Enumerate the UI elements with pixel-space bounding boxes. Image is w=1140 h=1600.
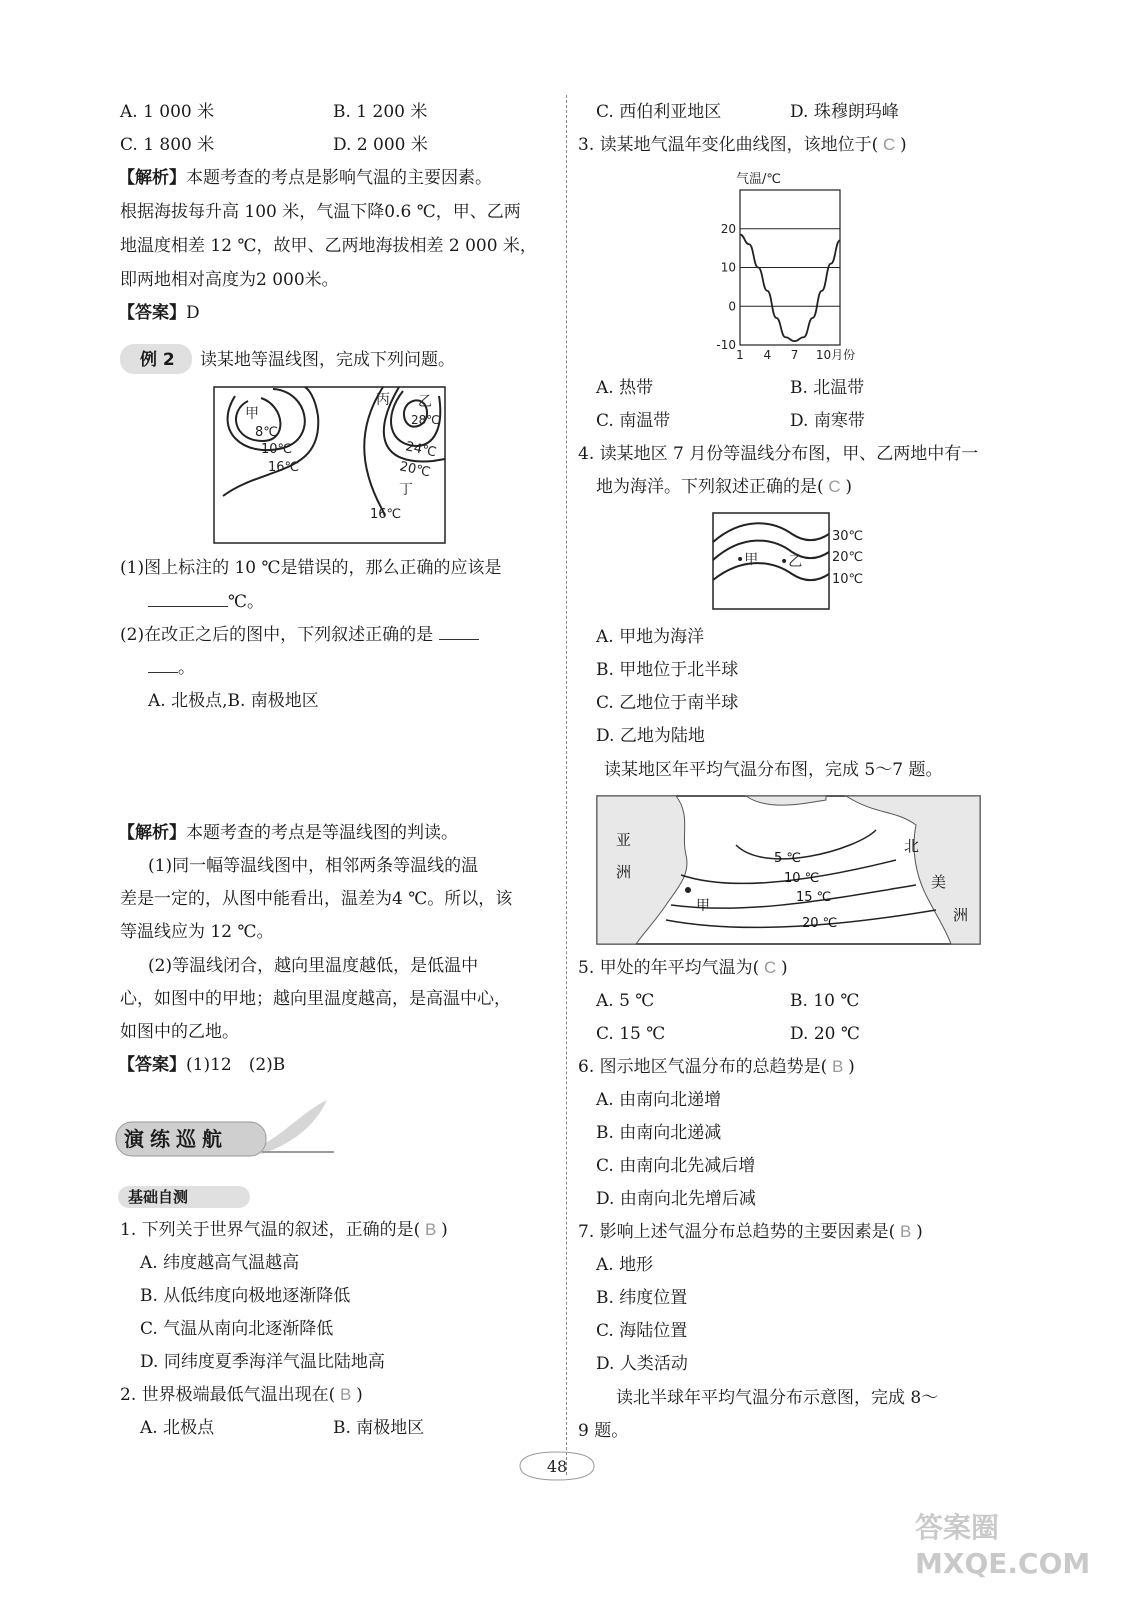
map-label-bing: 丙 — [376, 392, 390, 408]
analysis-1-line-3: 地温度相差 12 ℃，故甲、乙两地海拔相差 2 000 米， — [120, 236, 537, 256]
analysis-2-line-4: 等温线应为 12 ℃。 — [120, 922, 274, 942]
q4-stem-2: 地为海洋。下列叙述正确的是( C ) — [596, 477, 853, 497]
q7-option-b: B. 纬度位置 — [596, 1288, 688, 1308]
label-jia: 甲 — [696, 898, 710, 914]
iso-30c: 30℃ — [832, 529, 864, 544]
q2-option-a: A. 北极点,B. 南极地区 — [148, 691, 319, 711]
label-ya: 亚 — [616, 831, 632, 849]
map-label-8c: 8℃ — [255, 425, 278, 440]
map-label-ding: 丁 — [399, 482, 413, 498]
point-yi: •乙 — [780, 554, 803, 570]
option-c: C. 1 800 米 — [120, 135, 215, 155]
answer-tag-2: 【答案】 — [118, 1055, 186, 1075]
analysis-2-line-7: 如图中的乙地。 — [120, 1022, 239, 1042]
analysis-2-line-2: (1)同一幅等温线图中，相邻两条等温线的温 — [148, 856, 479, 876]
map-label-28c: 28℃ — [411, 413, 440, 427]
pacific-temperature-map — [596, 795, 981, 945]
answer-blank-2[interactable] — [439, 625, 479, 640]
chart-x-tick-label: 1 — [736, 348, 744, 362]
map-label-24c: 24℃ — [404, 439, 438, 461]
section-title: 演练巡航 — [124, 1127, 228, 1151]
option-a: A. 1 000 米 — [120, 102, 215, 122]
label-bei: 北 — [904, 837, 920, 855]
unit-text: ℃。 — [228, 592, 265, 612]
q4-stem-1: 4. 读某地区 7 月份等温线分布图，甲、乙两地中有一 — [578, 444, 979, 464]
q7-text: 7. 影响上述气温分布总趋势的主要因素是( — [578, 1222, 896, 1242]
label-mei: 美 — [931, 873, 947, 891]
answer-1 — [118, 303, 200, 323]
column-divider — [566, 95, 567, 1475]
temperature-line-chart — [700, 168, 870, 368]
iso-15c: 15 ℃ — [796, 890, 832, 905]
q3-option-b: B. 北温带 — [790, 378, 865, 398]
analysis-text: 本题考查的考点是影响气温的主要因素。 — [186, 168, 492, 188]
q2-option-c: C. 西伯利亚地区 — [596, 102, 722, 122]
page-number: 48 — [546, 1457, 568, 1476]
analysis-2-line-5: (2)等温线闭合，越向里温度越低，是低温中 — [148, 956, 479, 976]
q3-option-d: D. 南寒带 — [790, 411, 865, 431]
analysis-1-line-1 — [118, 168, 492, 188]
example-label: 例 2 — [140, 350, 175, 370]
iso-10c-map: 10 ℃ — [784, 871, 820, 886]
chart-x-tick-label: 4 — [763, 348, 772, 362]
chart-series-line — [740, 235, 840, 342]
q7-answer: B — [900, 1222, 912, 1241]
iso-20c-map: 20 ℃ — [802, 916, 838, 931]
analysis-2-line-6: 心，如图中的甲地；越向里温度越高，是高温中心， — [120, 989, 511, 1009]
chart-x-tick-label: 7 — [790, 348, 799, 362]
q2-answer: B — [340, 1385, 352, 1404]
iso-10c: 10℃ — [832, 572, 864, 587]
q2-text: 2. 世界极端最低气温出现在( — [120, 1385, 336, 1405]
isotherm-map-example — [213, 386, 446, 544]
q4-text: 地为海洋。下列叙述正确的是( — [596, 477, 824, 497]
q4-option-d: D. 乙地为陆地 — [596, 726, 705, 746]
answer-2-value: (1)12 (2)B — [186, 1055, 286, 1075]
q6-answer: B — [832, 1057, 844, 1076]
option-d: D. 2 000 米 — [333, 135, 428, 155]
q6-option-c: C. 由南向北先减后增 — [596, 1156, 756, 1176]
intro-8-9-line-1: 读北半球年平均气温分布示意图，完成 8～ — [616, 1388, 939, 1408]
iso-20c: 20℃ — [832, 550, 864, 565]
july-isotherm-map — [712, 512, 872, 614]
answer-2 — [118, 1055, 285, 1075]
answer-tag: 【答案】 — [118, 303, 186, 323]
q5-option-a: A. 5 ℃ — [596, 991, 655, 1011]
q1-option-d: D. 同纬度夏季海洋气温比陆地高 — [140, 1352, 385, 1372]
chart-x-tick-label: 10月份 — [815, 348, 856, 362]
map-label-16c-b: 16℃ — [370, 507, 402, 522]
analysis-1-line-4: 即两地相对高度为2 000米。 — [120, 270, 339, 290]
question-2-text — [120, 625, 479, 645]
q7-option-c: C. 海陆位置 — [596, 1321, 688, 1341]
label-zhou-2: 洲 — [953, 906, 969, 924]
q7-stem: 7. 影响上述气温分布总趋势的主要因素是( B ) — [578, 1222, 923, 1242]
answer-value: D — [186, 303, 200, 323]
analysis-tag: 【解析】 — [118, 168, 186, 188]
q4-option-c: C. 乙地位于南半球 — [596, 693, 739, 713]
q2-option-d: D. 珠穆朗玛峰 — [790, 102, 899, 122]
q6-stem: 6. 图示地区气温分布的总趋势是( B ) — [578, 1057, 855, 1077]
q6-option-a: A. 由南向北递增 — [596, 1090, 722, 1110]
q6-option-d: D. 由南向北先增后减 — [596, 1189, 756, 1209]
intro-5-7: 读某地区年平均气温分布图，完成 5～7 题。 — [604, 760, 943, 780]
point-jia: •甲 — [736, 552, 759, 568]
q3-answer: C — [883, 135, 896, 154]
period-text: 。 — [178, 658, 195, 678]
q2-option-a: A. 北极点 — [140, 1418, 215, 1438]
q4-option-a: A. 甲地为海洋 — [596, 627, 705, 647]
label-zhou-1: 洲 — [616, 863, 632, 881]
analysis-2-line-3: 差是一定的，从图中能看出，温差为4 ℃。所以，该 — [120, 889, 513, 909]
q5-option-c: C. 15 ℃ — [596, 1024, 666, 1044]
question-2-stem: (2)在改正之后的图中，下列叙述正确的是 — [120, 625, 434, 645]
answer-blank-2b[interactable] — [148, 658, 178, 673]
q4-answer: C — [828, 477, 841, 496]
q1-option-c: C. 气温从南向北逐渐降低 — [140, 1319, 334, 1339]
question-1-text: (1)图上标注的 10 ℃是错误的，那么正确的应该是 — [120, 558, 502, 578]
q7-option-d: D. 人类活动 — [596, 1354, 688, 1374]
subsection-title: 基础自测 — [128, 1188, 189, 1206]
chart-y-tick-label: 10 — [720, 260, 736, 275]
answer-blank[interactable] — [148, 592, 228, 607]
example-text: 读某地等温线图，完成下列问题。 — [200, 350, 455, 370]
map-label-16c-a: 16℃ — [268, 460, 300, 475]
q5-stem: 5. 甲处的年平均气温为( C ) — [578, 958, 788, 978]
map-label-20c: 20℃ — [398, 459, 432, 481]
map-label-jia: 甲 — [245, 406, 259, 422]
map-label-yi: 乙 — [418, 394, 432, 410]
q3-stem: 3. 读某地气温年变化曲线图，该地位于( C ) — [578, 135, 907, 155]
q5-text: 5. 甲处的年平均气温为( — [578, 958, 760, 978]
q1-stem: 1. 下列关于世界气温的叙述，正确的是( B ) — [120, 1220, 448, 1240]
q1-option-a: A. 纬度越高气温越高 — [140, 1253, 300, 1273]
q6-option-b: B. 由南向北递减 — [596, 1123, 722, 1143]
watermark: 答案圈 MXQE.COM — [915, 1511, 1091, 1580]
q3-option-a: A. 热带 — [596, 378, 654, 398]
page-number-ornament — [512, 1448, 602, 1484]
map-label-10c: 10℃ — [261, 442, 293, 457]
q5-answer: C — [764, 958, 777, 977]
chart-y-tick-label: 20 — [720, 221, 736, 236]
q4-option-b: B. 甲地位于北半球 — [596, 660, 739, 680]
option-b: B. 1 200 米 — [333, 102, 428, 122]
iso-5c: 5 ℃ — [774, 851, 802, 866]
q3-option-c: C. 南温带 — [596, 411, 671, 431]
analysis-2-line-1 — [118, 823, 458, 843]
q5-option-d: D. 20 ℃ — [790, 1024, 860, 1044]
chart-y-tick-label: -10 — [716, 338, 736, 352]
q7-option-a: A. 地形 — [596, 1255, 654, 1275]
analysis-1-line-2: 根据海拔每升高 100 米，气温下降0.6 ℃，甲、乙两 — [120, 202, 521, 222]
q1-text: 1. 下列关于世界气温的叙述，正确的是( — [120, 1220, 421, 1240]
q3-text: 3. 读某地气温年变化曲线图，该地位于( — [578, 135, 879, 155]
question-1-blank-line — [148, 592, 264, 612]
q6-text: 6. 图示地区气温分布的总趋势是( — [578, 1057, 828, 1077]
analysis-2-text: 本题考查的考点是等温线图的判读。 — [186, 823, 458, 843]
q5-option-b: B. 10 ℃ — [790, 991, 860, 1011]
intro-8-9-line-2: 9 题。 — [578, 1421, 629, 1441]
q1-answer: B — [425, 1220, 437, 1239]
q2-stem: 2. 世界极端最低气温出现在( B ) — [120, 1385, 363, 1405]
q1-option-b: B. 从低纬度向极地逐渐降低 — [140, 1286, 351, 1306]
q2-option-b: B. 南极地区 — [333, 1418, 425, 1438]
chart-ylabel: 气温/℃ — [736, 172, 781, 187]
analysis-tag-2: 【解析】 — [118, 823, 186, 843]
question-2-blank-line — [148, 658, 195, 678]
chart-y-tick-label: 0 — [728, 299, 736, 314]
